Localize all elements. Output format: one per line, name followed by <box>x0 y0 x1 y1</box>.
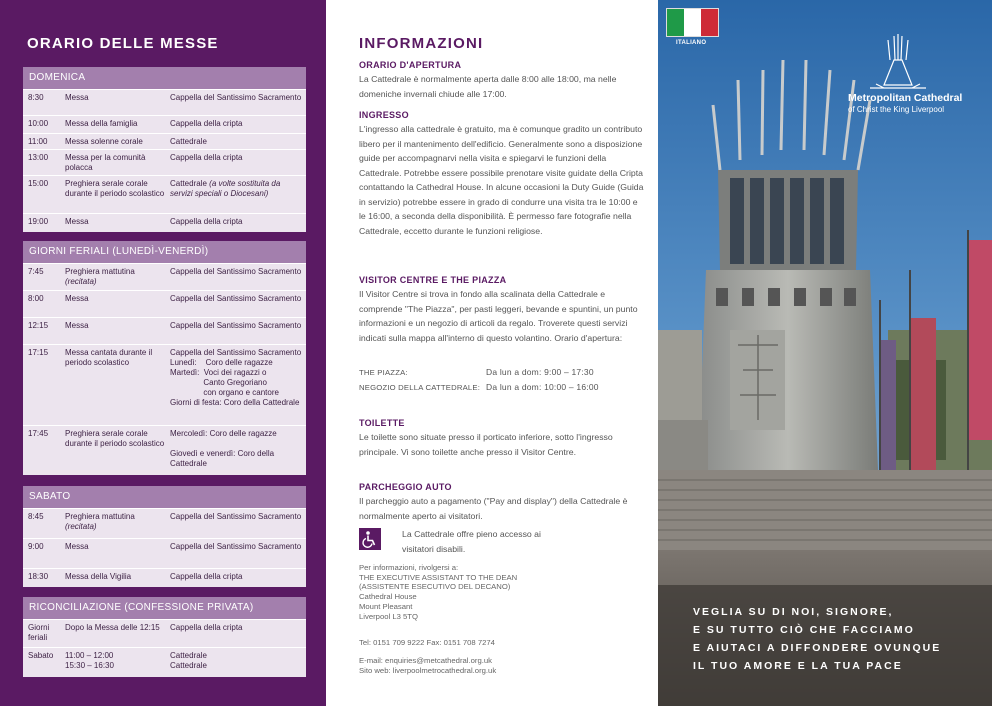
table-row <box>23 133 306 149</box>
place-cell <box>170 429 305 469</box>
info-panel <box>326 0 658 706</box>
table-row <box>23 647 306 677</box>
service-cell: Messa <box>65 321 89 330</box>
place-cell: Cappella della cripta <box>170 572 243 581</box>
section-header: SABATO <box>23 486 306 508</box>
hours-label: NEGOZIO DELLA CATTEDRALE: <box>359 383 481 392</box>
mass-schedule-panel <box>0 0 326 706</box>
toilets-text: Le toilette sono situate presso il porticato inferiore, sotto l'ingresso principale. Vi sono toilette anche presso il Visitor Centre. <box>359 432 613 457</box>
italian-flag-icon[interactable] <box>666 8 719 37</box>
service-cell: Dopo la Messa delle 12:15 <box>65 623 160 632</box>
flag-stripe-green <box>667 9 684 36</box>
place-text: Mercoledì: Coro delle ragazze <box>170 429 277 438</box>
section-domenica <box>23 67 306 232</box>
entrance-text: L'ingresso alla cattedrale è gratuito, ma è comunque gradito un contributo libero per il mantenimento dell'edificio. Generalmente sono a disposizione guide per accompagnarvi nella visita e spiegarvi le funzioni della Cattedrale. Potrebbe essere possibile prenotare visite guidate della Cripta contattando la Cathedral House. In alcune occasioni la Duty Guide (Guida in servizio) potrebbe essere in grado di condurre una visita tra le 10:00 e le 16:00, a seconda della disponibilità. È permesso fare fotografie nella Cattedrale, eccetto durante le funzioni religiose. <box>359 124 644 236</box>
table-row <box>23 344 306 425</box>
accessibility-text: La Cattedrale offre pieno accesso ai visitatori disabili. <box>402 529 541 554</box>
table-row <box>23 149 306 175</box>
parking-heading: PARCHEGGIO AUTO <box>359 482 452 492</box>
time-cell: 9:00 <box>28 542 44 551</box>
time-cell: 8:45 <box>28 512 44 521</box>
place-cell: Cappella del Santissimo Sacramento <box>170 321 302 330</box>
time-cell: 15:00 <box>28 179 49 188</box>
parking-text: Il parcheggio auto a pagamento ("Pay and display") della Cattedrale è normalmente aperto ai visitatori. <box>359 496 628 521</box>
hours-value: Da lun a dom: 9:00 – 17:30 <box>486 367 594 377</box>
place-cell: Cattedrale <box>170 137 207 146</box>
service-cell <box>65 267 165 287</box>
time-cell: 18:30 <box>28 572 49 581</box>
panel-title: INFORMAZIONI <box>359 35 484 52</box>
place-cell: Cappella della cripta <box>170 623 243 632</box>
table-row <box>23 175 306 213</box>
service-cell: Messa <box>65 217 89 226</box>
time-cell: 17:15 <box>28 348 49 357</box>
place-text: Cattedrale <box>170 179 207 188</box>
place-cell: Cappella del Santissimo Sacramento <box>170 512 302 521</box>
place-cell: Cappella del Santissimo Sacramento <box>170 93 302 102</box>
place-cell <box>170 179 305 199</box>
place-cell: Cappella del Santissimo Sacramento <box>170 542 302 551</box>
service-cell: 11:00 – 12:00 15:30 – 16:30 <box>65 651 114 670</box>
table-row <box>23 619 306 647</box>
logo-subtitle: of Christ the King Liverpool <box>848 105 945 114</box>
place-cell: Cappella della cripta <box>170 153 243 162</box>
time-cell: 10:00 <box>28 119 49 128</box>
place-note: (a volte sostituita da servizi speciali o Diocesani) <box>170 179 281 198</box>
prayer-line: E AIUTACI A DIFFONDERE OVUNQUE <box>693 642 942 654</box>
opening-hours-heading: ORARIO D'APERTURA <box>359 60 462 70</box>
contact-phone: Tel: 0151 709 9222 Fax: 0151 708 7274 <box>359 638 495 647</box>
service-cell: Messa cantata durante il periodo scolastico <box>65 348 153 367</box>
contact-email[interactable]: E-mail: enquiries@metcathedral.org.uk <box>359 656 492 665</box>
table-row <box>23 317 306 344</box>
time-cell: 13:00 <box>28 153 49 162</box>
service-cell <box>65 512 165 532</box>
service-note: (recitata) <box>65 277 97 286</box>
table-row <box>23 538 306 568</box>
place-cell: Cattedrale Cattedrale <box>170 651 207 670</box>
service-cell: Messa della Vigilia <box>65 572 132 581</box>
visitor-centre-heading: VISITOR CENTRE E THE PIAZZA <box>359 275 507 285</box>
toilets-heading: TOILETTE <box>359 418 405 428</box>
service-cell: Messa <box>65 93 89 102</box>
prayer-line: E SU TUTTO CIÒ CHE FACCIAMO <box>693 624 915 636</box>
language-label: ITALIANO <box>676 40 707 46</box>
service-cell: Preghiera serale corale durante il periodo scolastico <box>65 179 165 198</box>
place-cell <box>170 348 305 408</box>
place-cell: Cappella del Santissimo Sacramento <box>170 294 302 303</box>
service-cell: Preghiera serale corale durante il periodo scolastico <box>65 429 165 448</box>
place-cell: Cappella del Santissimo Sacramento <box>170 267 302 276</box>
time-cell: 12:15 <box>28 321 49 330</box>
service-cell: Messa della famiglia <box>65 119 138 128</box>
place-text: Cappella del Santissimo Sacramento <box>170 348 302 357</box>
service-cell: Messa <box>65 542 89 551</box>
hours-value: Da lun a dom: 10:00 – 16:00 <box>486 382 599 392</box>
logo-title: Metropolitan Cathedral <box>848 92 963 104</box>
service-text: Preghiera mattutina <box>65 512 135 521</box>
service-text: Preghiera mattutina <box>65 267 135 276</box>
time-cell: Sabato <box>28 651 54 660</box>
time-cell: 8:30 <box>28 93 44 102</box>
panel-title: ORARIO DELLE MESSE <box>27 35 219 52</box>
service-cell: Messa per la comunità polacca <box>65 153 146 172</box>
section-header: GIORNI FERIALI (LUNEDÌ-VENERDÌ) <box>23 241 306 263</box>
time-cell: Giorni feriali <box>28 623 50 642</box>
prayer-line: IL TUO AMORE E LA TUA PACE <box>693 660 903 672</box>
place-cell: Cappella della cripta <box>170 119 243 128</box>
section-header: DOMENICA <box>23 67 306 89</box>
flag-stripe-red <box>701 9 718 36</box>
service-cell: Messa solenne corale <box>65 137 143 146</box>
table-row <box>23 115 306 133</box>
time-cell: 7:45 <box>28 267 44 276</box>
time-cell: 19:00 <box>28 217 49 226</box>
service-cell: Messa <box>65 294 89 303</box>
choir-schedule: Lunedì: Coro delle ragazze Martedì: Voci dei ragazzi o Canto Gregoriano con organo e cantore Giorni di festa: Coro della Cattedrale <box>170 358 300 407</box>
service-note: (recitata) <box>65 522 97 531</box>
section-sabato <box>23 486 306 587</box>
visitor-centre-text: Il Visitor Centre si trova in fondo alla scalinata della Cattedrale e comprende "The Piazza", per pasti leggeri, bevande e spuntini, un punto informazioni e un negozio di articoli da regalo. Troverete questi servizi indicati sulla mappa all'interno di questo volantino. Orario d'apertura: <box>359 289 638 343</box>
contact-website[interactable]: Sito web: liverpoolmetrocathedral.org.uk <box>359 666 497 675</box>
time-cell: 17:45 <box>28 429 49 438</box>
table-row <box>23 508 306 538</box>
cover-panel <box>658 0 992 706</box>
flag-stripe-white <box>684 9 701 36</box>
table-row <box>23 89 306 115</box>
section-feriali <box>23 241 306 475</box>
time-cell: 11:00 <box>28 137 48 146</box>
place-text-2: Giovedì e venerdì: Coro della Cattedrale <box>170 449 275 468</box>
table-row <box>23 263 306 290</box>
prayer-line: VEGLIA SU DI NOI, SIGNORE, <box>693 606 894 618</box>
hours-label: THE PIAZZA: <box>359 368 408 377</box>
wheelchair-icon <box>359 528 381 550</box>
table-row <box>23 568 306 587</box>
contact-address: Per informazioni, rivolgersi a: THE EXECUTIVE ASSISTANT TO THE DEAN (ASSISTENTE ESECUTIVO DEL DECANO) Cathedral House Mount Pleasant Liverpool L3 5TQ <box>359 563 518 621</box>
table-row <box>23 213 306 231</box>
opening-hours-text: La Cattedrale è normalmente aperta dalle 8:00 alle 18:00, ma nelle domeniche invernali chiude alle 17:00. <box>359 74 617 99</box>
place-cell: Cappella della cripta <box>170 217 243 226</box>
table-row <box>23 290 306 317</box>
table-row <box>23 425 306 474</box>
time-cell: 8:00 <box>28 294 44 303</box>
entrance-heading: INGRESSO <box>359 110 409 120</box>
section-riconciliazione <box>23 597 306 677</box>
section-header: RICONCILIAZIONE (CONFESSIONE PRIVATA) <box>23 597 306 619</box>
